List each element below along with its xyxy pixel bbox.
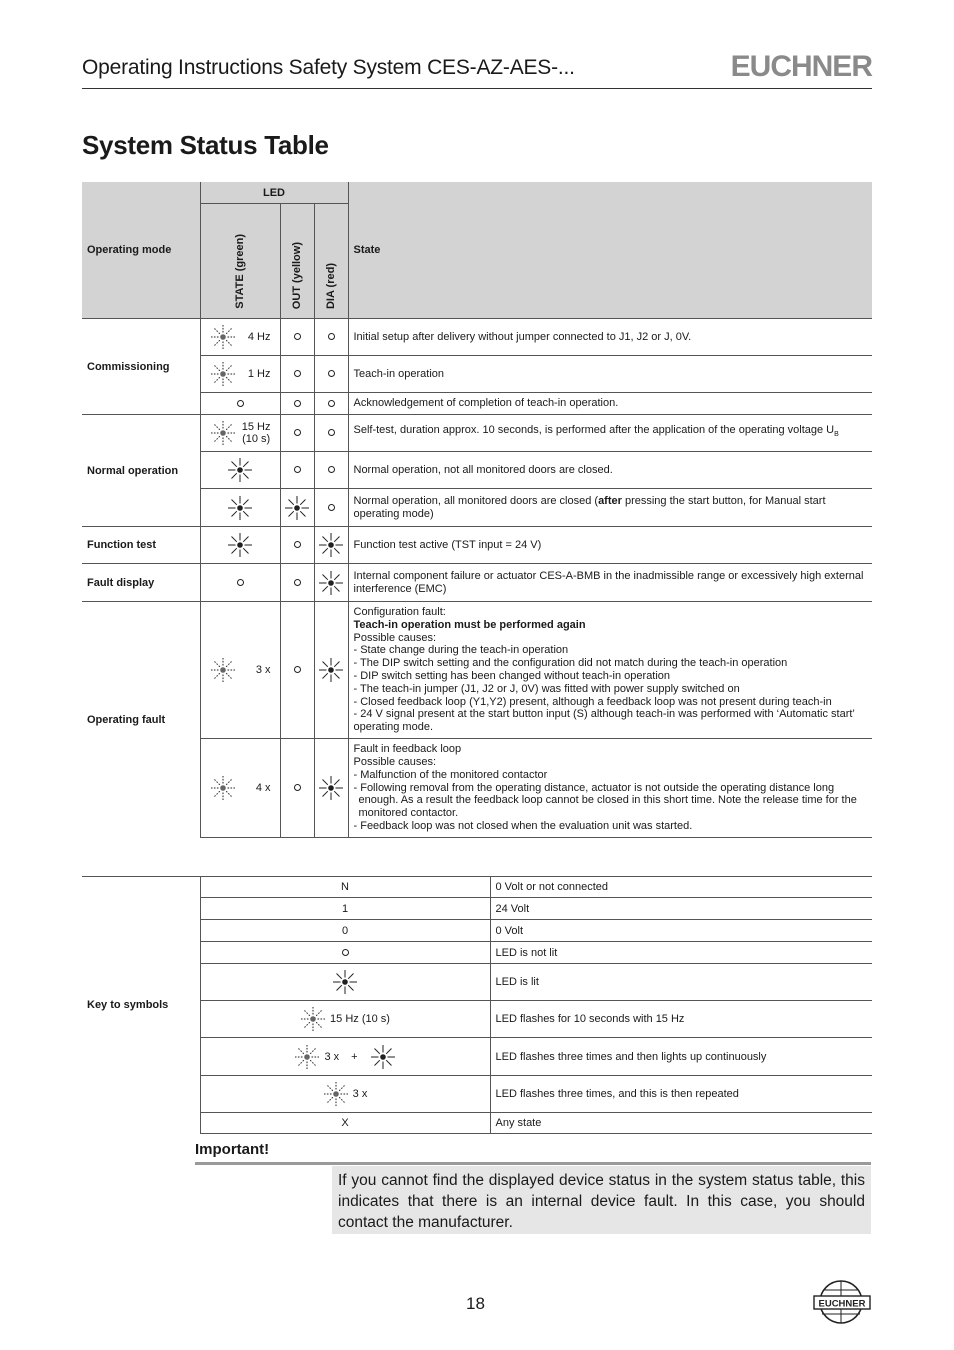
flash-rate-label: 4 Hz [247, 331, 271, 343]
table-row [82, 356, 872, 393]
flash-count-label: 4 x [255, 782, 271, 794]
led-lit-icon [370, 1044, 396, 1070]
led-off-icon [342, 949, 349, 956]
led-off-icon [294, 579, 301, 586]
table-row [82, 393, 872, 415]
led-off-icon [294, 466, 301, 473]
page-header [82, 48, 872, 89]
key-label: Key to symbols [82, 877, 200, 1134]
state-text: Acknowledgement of completion of teach-in operation. [348, 393, 872, 415]
state-text: Normal operation, not all monitored doors are closed. [348, 452, 872, 489]
flash-count-label: 3 x [255, 664, 271, 676]
symbol-description: LED is lit [490, 964, 872, 1001]
symbol-description: 0 Volt or not connected [490, 877, 872, 898]
led-lit-icon [227, 501, 253, 513]
led-flashing-icon [210, 420, 236, 446]
led-flashing-icon [210, 775, 236, 801]
symbol-description: Any state [490, 1113, 872, 1134]
symbol-cell: 3 x [200, 1076, 490, 1113]
symbol-cell [200, 942, 490, 964]
table-row [82, 1001, 872, 1038]
led-lit-icon [332, 976, 358, 988]
led-flashing-icon [210, 657, 236, 683]
header-led: LED [200, 182, 348, 204]
led-flashing-icon [300, 1006, 326, 1032]
symbol-description: LED is not lit [490, 942, 872, 964]
state-text: Normal operation, all monitored doors are closed (after pressing the start button, for Manual start operating mode) [348, 489, 872, 527]
symbol-cell: 1 [200, 898, 490, 920]
state-text: Configuration fault: Teach-in operation must be performed again Possible causes: - State change during the teach-in operation - The DIP switch setting and the configuration did not match during the teach-in operation - DIP switch setting has been changed without teach-in operation - The teach-in jumper (J1, J2 or J, 0V) was fitted with power supply switched on - Closed feedback loop (Y1,Y2) present, although a feedback loop was not present during teach-in - 24 V signal present at the start button input (S) although teach-in was performed with ‘Automatic start’ operating mode. [348, 602, 872, 739]
euchner-logo: EUCHNER [730, 50, 872, 83]
table-row [82, 1113, 872, 1134]
table-row [82, 489, 872, 527]
symbol-description: LED flashes three times, and this is then repeated [490, 1076, 872, 1113]
led-lit-icon [227, 539, 253, 551]
table-row [82, 964, 872, 1001]
mode-operating-fault: Operating fault [82, 602, 200, 838]
state-text: Teach-in operation [348, 356, 872, 393]
table-row [82, 942, 872, 964]
led-flashing-icon [210, 361, 236, 387]
page-title: System Status Table [82, 130, 329, 160]
symbol-description: LED flashes for 10 seconds with 15 Hz [490, 1001, 872, 1038]
led-off-icon [237, 400, 244, 407]
led-off-icon [328, 429, 335, 436]
header-state: State [348, 182, 872, 319]
led-lit-icon [284, 501, 310, 513]
led-off-icon [328, 333, 335, 340]
important-divider [195, 1162, 871, 1165]
led-off-icon [294, 429, 301, 436]
led-off-icon [294, 784, 301, 791]
header-out-yellow: OUT (yellow) [280, 204, 314, 319]
table-row [82, 877, 872, 898]
table-row [82, 920, 872, 942]
key-to-symbols-table [82, 876, 872, 1134]
led-off-icon [294, 370, 301, 377]
table-row [82, 527, 872, 564]
state-text: Self-test, duration approx. 10 seconds, is performed after the application of the operating voltage $U_B$ [348, 415, 872, 452]
flash-rate-label: 15 Hz (10 s) [241, 421, 271, 445]
symbol-cell [200, 964, 490, 1001]
header-state-green: STATE (green) [200, 204, 280, 319]
symbol-description: 0 Volt [490, 920, 872, 942]
flash-rate-label: 1 Hz [247, 368, 271, 380]
table-row [82, 564, 872, 602]
table-row [82, 319, 872, 356]
led-flashing-icon [323, 1081, 349, 1107]
state-text: Function test active (TST input = 24 V) [348, 527, 872, 564]
led-off-icon [328, 466, 335, 473]
symbol-cell: 0 [200, 920, 490, 942]
led-off-icon [328, 504, 335, 511]
led-off-icon [294, 541, 301, 548]
table-row [82, 602, 872, 739]
symbol-cell: X [200, 1113, 490, 1134]
symbol-description: 24 Volt [490, 898, 872, 920]
state-text: Initial setup after delivery without jumper connected to J1, J2 or J, 0V. [348, 319, 872, 356]
system-status-table [82, 182, 872, 838]
symbol-cell: 3 x + [200, 1038, 490, 1076]
header-operating-mode: Operating mode [82, 182, 200, 319]
table-row [82, 1076, 872, 1113]
state-text: Fault in feedback loop Possible causes: - Malfunction of the monitored contactor - Following removal from the operating distance, actuator is not outside the operating distance long enough. As a result the feedback loop cannot be closed in this short time. Note the release time for the monitored contactor. - Feedback loop was not closed when the evaluation unit was started. [348, 739, 872, 838]
state-text: Internal component failure or actuator CES-A-BMB in the inadmissible range or excessively high external interference (EMC) [348, 564, 872, 602]
led-off-icon [328, 400, 335, 407]
document-title: Operating Instructions Safety System CES-AZ-AES-... [82, 56, 575, 79]
symbol-cell: 15 Hz (10 s) [200, 1001, 490, 1038]
led-flashing-icon [210, 324, 236, 350]
table-row [82, 1038, 872, 1076]
led-off-icon [294, 666, 301, 673]
table-row [82, 452, 872, 489]
led-off-icon [328, 370, 335, 377]
led-lit-icon [318, 664, 344, 676]
symbol-cell: N [200, 877, 490, 898]
symbol-description: LED flashes three times and then lights up continuously [490, 1038, 872, 1076]
mode-fault-display: Fault display [82, 564, 200, 602]
important-note: If you cannot find the displayed device status in the system status table, this indicates that there is an internal device fault. In this case, you should contact the manufacturer. [332, 1166, 871, 1234]
led-off-icon [294, 400, 301, 407]
led-off-icon [294, 333, 301, 340]
table-row [82, 415, 872, 452]
mode-function-test: Function test [82, 527, 200, 564]
led-lit-icon [318, 576, 344, 588]
mode-normal-operation: Normal operation [82, 415, 200, 527]
led-lit-icon [227, 464, 253, 476]
table-row [82, 739, 872, 838]
table-row [82, 898, 872, 920]
led-flashing-icon [294, 1044, 320, 1070]
euchner-seal-icon [813, 1278, 873, 1328]
svg-text:EUCHNER: EUCHNER [818, 1298, 866, 1310]
led-lit-icon [318, 539, 344, 551]
important-heading: Important! [195, 1141, 270, 1158]
led-lit-icon [318, 782, 344, 794]
led-off-icon [237, 579, 244, 586]
header-dia-red: DIA (red) [314, 204, 348, 319]
page-number: 18 [466, 1294, 485, 1313]
mode-commissioning: Commissioning [82, 319, 200, 415]
